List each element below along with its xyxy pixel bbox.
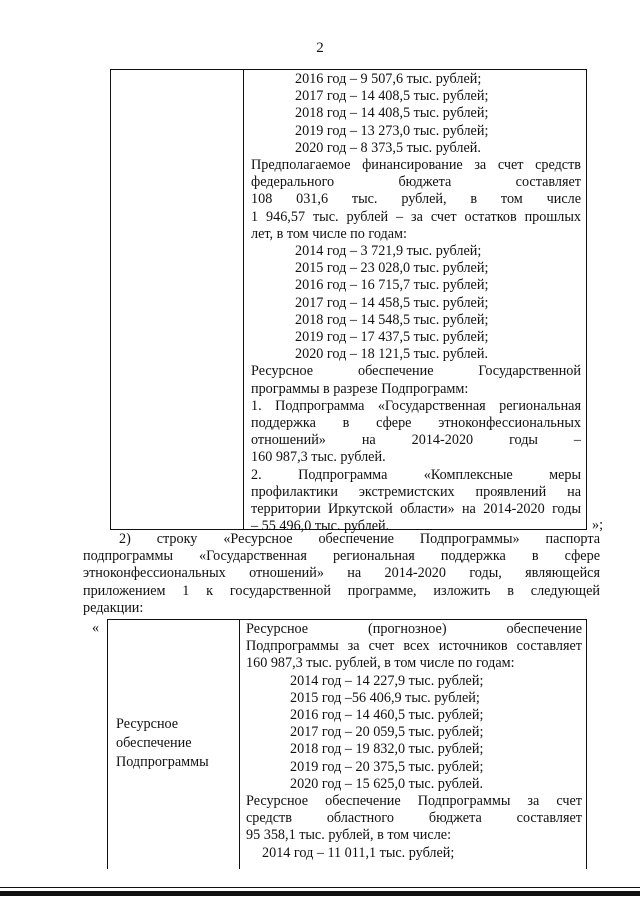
page-bottom-rule-thin [0,887,640,888]
text-line: 108 031,6 тыс. рублей, в том числе [251,191,581,208]
text-line: профилактики экстремистских проявлений на [251,483,581,500]
text-line: 95 358,1 тыс. рублей, в том числе: [246,827,452,844]
text-line: Ресурсное обеспечение Подпрограммы за счет [246,793,582,810]
text-line: 160 987,3 тыс. рублей, в том числе по годам: [246,655,515,672]
row-label [116,715,234,772]
text-line: Ресурсное (прогнозное) обеспечение [246,621,582,637]
text-line: 2015 год – 23 028,0 тыс. рублей; [295,260,489,277]
text-line: 2016 год – 16 715,7 тыс. рублей; [295,277,489,294]
text-line: 2017 год – 20 059,5 тыс. рублей; [290,724,484,741]
text-line: редакции: [83,599,144,616]
text-line: территории Иркутской области» на 2014-2020 годы [251,501,581,518]
text-line: 2) строку «Ресурсное обеспечение Подпрограммы» паспорта [119,531,600,547]
opening-quote: « [92,620,100,636]
text-line: поддержка в сфере этноконфессиональных [251,415,581,432]
text-line: 2018 год – 14 408,5 тыс. рублей; [295,105,489,122]
text-line: 160 987,3 тыс. рублей. [251,449,386,466]
text-line: 2014 год – 11 011,1 тыс. рублей; [262,844,455,861]
text-line: 2019 год – 13 273,0 тыс. рублей; [295,122,489,139]
text-line: 2017 год – 14 408,5 тыс. рублей; [295,88,489,105]
label-line: Подпрограммы [116,754,209,770]
column-divider [239,620,240,869]
text-line: – 55 496,0 тыс. рублей. [251,518,390,535]
text-line: 2014 год – 3 721,9 тыс. рублей; [295,243,482,260]
text-line: 2017 год – 14 458,5 тыс. рублей; [295,294,489,311]
text-line: этноконфессиональных отношений» на 2014-2020 годы, являющейся [83,565,600,582]
text-line: 2020 год – 18 121,5 тыс. рублей. [295,346,488,363]
text-line: 2020 год – 15 625,0 тыс. рублей. [290,775,483,792]
amendment-paragraph [83,531,600,617]
text-line: отношений» на 2014-2020 годы – [251,432,581,449]
text-line: 2020 год – 8 373,5 тыс. рублей. [295,139,481,156]
text-line: 2016 год – 14 460,5 тыс. рублей; [290,707,484,724]
text-line: приложением 1 к государственной программе, изложить в следующей [83,582,600,599]
financing-table-subprogram [107,619,587,869]
label-line: Ресурсное [116,716,179,732]
text-line: Подпрограммы за счет всех источников составляет [246,638,582,655]
text-line: Ресурсное обеспечение Государственной [251,363,581,380]
text-line: Предполагаемое финансирование за счет средств [251,157,581,174]
text-line: 2014 год – 14 227,9 тыс. рублей; [290,672,484,689]
text-line: 2019 год – 17 437,5 тыс. рублей; [295,329,489,346]
text-line: 1 946,57 тыс. рублей – за счет остатков прошлых [251,208,581,225]
text-line: 2018 год – 19 832,0 тыс. рублей; [290,741,484,758]
page-bottom-rule [0,891,640,896]
text-line: федерального бюджета составляет [251,174,581,191]
text-line: 2018 год – 14 548,5 тыс. рублей; [295,311,489,328]
column-divider [243,70,244,529]
text-line: подпрограммы «Государственная региональная поддержка в сфере [83,548,600,565]
closing-quote: »; [592,517,604,533]
text-line: 2016 год – 9 507,6 тыс. рублей; [295,71,482,87]
table1-content [251,71,581,535]
label-line: обеспечение [116,735,192,751]
page-number: 2 [316,40,324,56]
text-line: 2019 год – 20 375,5 тыс. рублей; [290,758,484,775]
text-line: лет, в том числе по годам: [251,225,407,242]
text-line: средств областного бюджета составляет [246,810,582,827]
table2-content [246,621,582,862]
text-line: 2015 год –56 406,9 тыс. рублей; [290,689,480,706]
text-line: программы в разрезе Подпрограмм: [251,380,469,397]
text-line: 2. Подпрограмма «Комплексные меры [251,466,581,483]
text-line: 1. Подпрограмма «Государственная региональная [251,397,581,414]
financing-table-top [110,69,587,535]
